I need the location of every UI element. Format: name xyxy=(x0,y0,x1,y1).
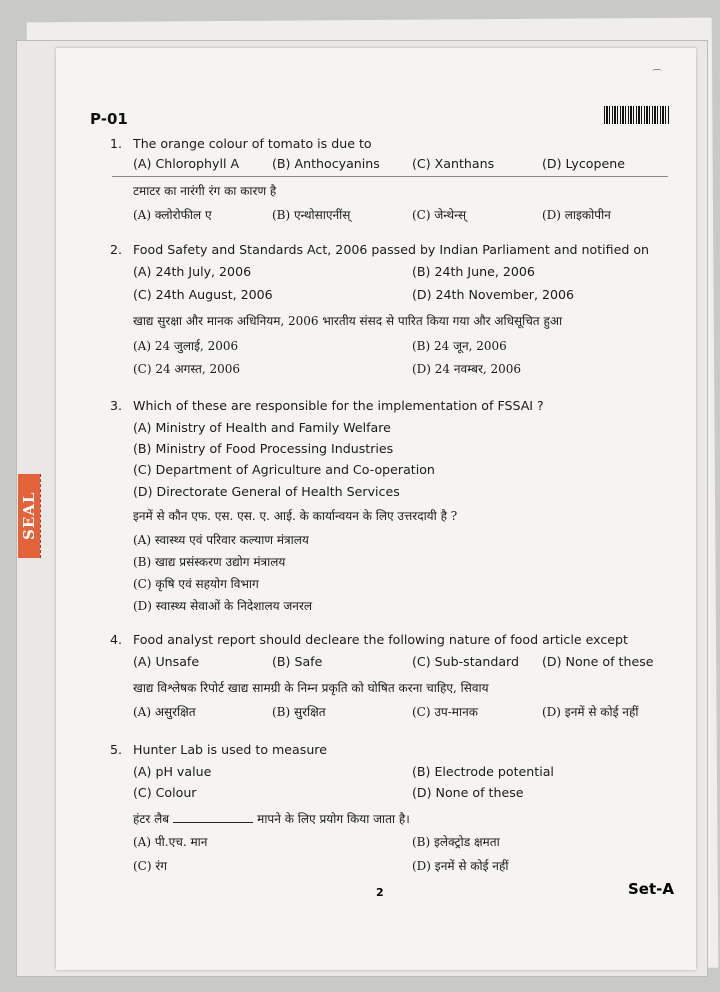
option: (A) pH value xyxy=(133,764,212,779)
question-text-en: Food Safety and Standards Act, 2006 passed by Indian Parliament and notified on xyxy=(133,242,650,257)
option: (D) स्वास्थ्य सेवाओं के निदेशालय जनरल xyxy=(133,599,313,613)
option: (A) Ministry of Health and Family Welfare xyxy=(133,420,391,435)
option: (D) Directorate General of Health Services xyxy=(133,484,400,499)
option: (A) Unsafe xyxy=(133,654,200,669)
option: (A) पी.एच. मान xyxy=(133,835,208,849)
option: (D) इनमें से कोई नहीं xyxy=(542,705,639,719)
option: (C) कृषि एवं सहयोग विभाग xyxy=(133,577,259,591)
option: (C) Sub-standard xyxy=(412,654,519,669)
option: (C) रंग xyxy=(133,859,168,873)
question-text-en: Which of these are responsible for the implementation of FSSAI ? xyxy=(133,398,544,413)
option: (A) 24th July, 2006 xyxy=(133,264,252,279)
question-number: 4. xyxy=(110,632,123,647)
page-corner-mark: ⌒ xyxy=(652,70,662,81)
option: (D) लाइकोपीन xyxy=(542,208,611,222)
option: (B) सुरक्षित xyxy=(272,705,326,719)
option: (B) इलेक्ट्रोड क्षमता xyxy=(412,835,500,849)
question-number: 3. xyxy=(110,398,123,413)
question-text-hi-post: मापने के लिए प्रयोग किया जाता है। xyxy=(257,812,410,826)
barcode xyxy=(604,106,670,124)
option: (B) Anthocyanins xyxy=(272,156,380,171)
question-text-hi: खाद्य सुरक्षा और मानक अधिनियम, 2006 भारतीय संसद से पारित किया गया और अधिसूचित हुआ xyxy=(133,314,563,328)
option: (C) Colour xyxy=(133,785,197,800)
option: (C) उप-मानक xyxy=(412,705,478,719)
question-text-en: Food analyst report should decleare the following nature of food article except xyxy=(133,632,628,647)
option: (B) 24th June, 2006 xyxy=(412,264,535,279)
option: (D) None of these xyxy=(542,654,654,669)
option: (B) एन्थोसाएनींस् xyxy=(272,208,351,222)
divider xyxy=(112,176,668,177)
seal-tag: SEAL xyxy=(18,474,40,558)
option: (B) Ministry of Food Processing Industries xyxy=(133,441,394,456)
question-text-hi: इनमें से कौन एफ. एस. एस. ए. आई. के कार्यान्वयन के लिए उत्तरदायी है ? xyxy=(133,509,458,523)
question-text-en: Hunter Lab is used to measure xyxy=(133,742,327,757)
page-number: 2 xyxy=(376,886,384,899)
question-text-hi: खाद्य विश्लेषक रिपोर्ट खाद्य सामग्री के निम्न प्रकृति को घोषित करना चाहिए, सिवाय xyxy=(133,681,489,695)
question-number: 5. xyxy=(110,742,123,757)
question-text-hi xyxy=(133,810,410,827)
option: (D) इनमें से कोई नहीं xyxy=(412,859,509,873)
option: (A) असुरक्षित xyxy=(133,705,196,719)
option: (C) Xanthans xyxy=(412,156,495,171)
option: (D) 24th November, 2006 xyxy=(412,287,575,302)
option: (A) क्लोरोफील ए xyxy=(133,208,212,222)
option: (A) Chlorophyll A xyxy=(133,156,240,171)
question-text-en: The orange colour of tomato is due to xyxy=(133,136,372,151)
question-number: 1. xyxy=(110,136,123,151)
option: (B) खाद्य प्रसंस्करण उद्योग मंत्रालय xyxy=(133,555,286,569)
option: (A) 24 जुलाई, 2006 xyxy=(133,339,239,353)
question-text-hi-pre: हंटर लैब xyxy=(133,812,170,826)
option: (D) None of these xyxy=(412,785,524,800)
option: (A) स्वास्थ्य एवं परिवार कल्याण मंत्रालय xyxy=(133,533,309,547)
paper-code: P-01 xyxy=(90,110,128,128)
option: (C) जेन्थेन्स् xyxy=(412,208,467,222)
option: (B) Safe xyxy=(272,654,323,669)
option: (B) 24 जून, 2006 xyxy=(412,339,507,353)
option: (C) Department of Agriculture and Co-operation xyxy=(133,462,435,477)
set-label: Set-A xyxy=(628,880,674,898)
option: (C) 24th August, 2006 xyxy=(133,287,273,302)
option: (C) 24 अगस्त, 2006 xyxy=(133,362,241,376)
question-number: 2. xyxy=(110,242,123,257)
option: (D) 24 नवम्बर, 2006 xyxy=(412,362,522,376)
question-text-hi: टमाटर का नारंगी रंग का कारण है xyxy=(133,184,277,198)
option: (D) Lycopene xyxy=(542,156,625,171)
seal-perforation xyxy=(40,474,42,558)
fill-in-blank xyxy=(173,812,253,823)
option: (B) Electrode potential xyxy=(412,764,554,779)
